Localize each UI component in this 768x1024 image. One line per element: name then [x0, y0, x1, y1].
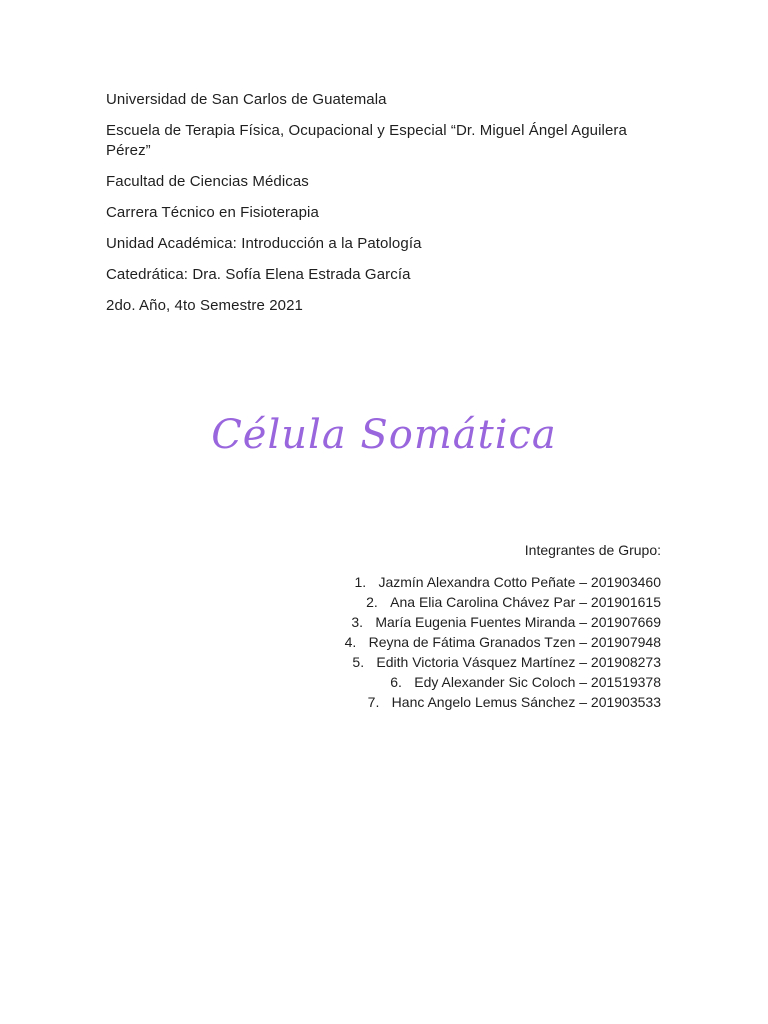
members-heading: Integrantes de Grupo:	[524, 542, 661, 558]
header-school: Escuela de Terapia Física, Ocupacional y Especial “Dr. Miguel Ángel Aguilera Pérez”	[106, 122, 627, 159]
list-item-number: 2.	[366, 594, 378, 610]
list-item-number: 1.	[354, 574, 367, 590]
list-item-number: 3.	[351, 614, 364, 630]
list-item-number: 6.	[390, 674, 402, 690]
list-item-text: Edy Alexander Sic Coloch – 201519378	[414, 674, 661, 690]
header-career: Carrera Técnico en Fisioterapia	[106, 204, 319, 221]
header-professor: Catedrática: Dra. Sofía Elena Estrada García	[106, 266, 411, 283]
list-item-text: Edith Victoria Vásquez Martínez – 201908273	[376, 654, 661, 670]
header-year: 2do. Año, 4to Semestre 2021	[106, 297, 304, 314]
header-university: Universidad de San Carlos de Guatemala	[106, 91, 387, 108]
list-item-text: Reyna de Fátima Granados Tzen – 201907948	[368, 634, 661, 650]
list-item-text: Ana Elia Carolina Chávez Par – 201901615	[390, 594, 661, 610]
list-item-text: Jazmín Alexandra Cotto Peñate – 201903460	[378, 574, 661, 590]
list-item-number: 5.	[352, 654, 365, 670]
list-item	[241, 692, 661, 712]
header-unit: Unidad Académica: Introducción a la Patología	[106, 235, 422, 252]
list-item-number: 7.	[367, 694, 380, 710]
list-item	[241, 632, 661, 652]
list-item	[241, 592, 661, 612]
list-item	[241, 672, 661, 692]
list-item	[241, 572, 661, 592]
list-item-text: Hanc Angelo Lemus Sánchez – 201903533	[391, 694, 661, 710]
document-title: Célula Somática	[211, 412, 557, 458]
members-list	[241, 572, 661, 712]
list-item-text: María Eugenia Fuentes Miranda – 201907669	[375, 614, 661, 630]
members-section	[241, 540, 661, 712]
list-item	[241, 612, 661, 632]
list-item	[241, 652, 661, 672]
header-block	[106, 90, 666, 327]
list-item-number: 4.	[344, 634, 357, 650]
header-faculty: Facultad de Ciencias Médicas	[106, 173, 309, 190]
